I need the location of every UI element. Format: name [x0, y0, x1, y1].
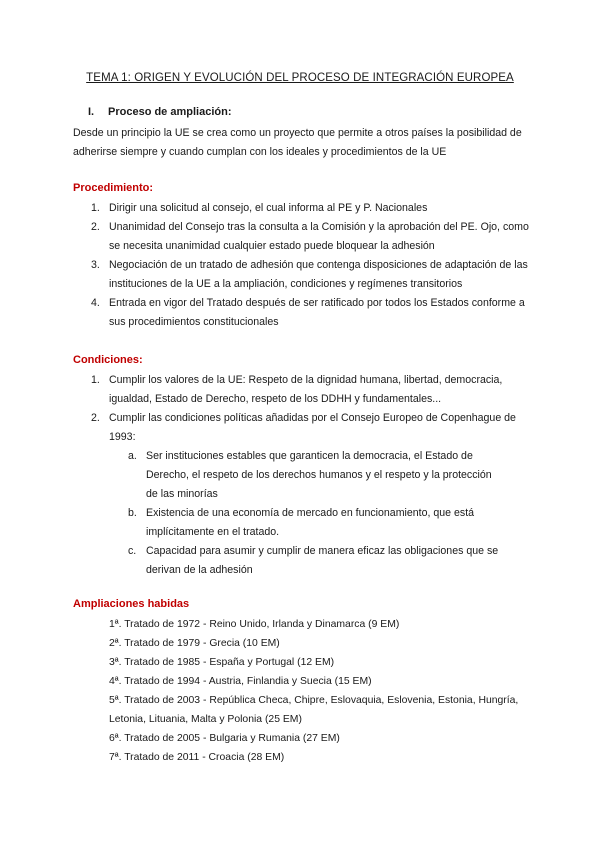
section-heading-text: Proceso de ampliación:	[108, 106, 232, 118]
ampliaciones-list	[109, 615, 529, 767]
list-marker: 2.	[91, 221, 100, 233]
sublist-marker: b.	[128, 507, 137, 519]
ampliacion-item: 2ª. Tratado de 1979 - Grecia (10 EM)	[109, 638, 280, 649]
list-item	[91, 409, 529, 447]
sublist-item-text: Capacidad para asumir y cumplir de manera eficaz las obligaciones que se derivan de la adhesión	[146, 545, 499, 576]
list-item	[91, 199, 529, 218]
ampliacion-item: 1ª. Tratado de 1972 - Reino Unido, Irlanda y Dinamarca (9 EM)	[109, 619, 400, 630]
list-item	[91, 294, 529, 332]
section-intro-paragraph: Desde un principio la UE se crea como un proyecto que permite a otros países la posibilidad de adherirse siempre y cuando cumplan con los ideales y procedimientos de la UE	[73, 127, 522, 158]
procedimiento-list	[91, 199, 529, 332]
list-marker: 1.	[91, 202, 100, 214]
sublist-item	[128, 542, 506, 580]
ampliaciones-heading: Ampliaciones habidas	[73, 598, 190, 610]
ampliacion-item: 3ª. Tratado de 1985 - España y Portugal (12 EM)	[109, 657, 335, 668]
list-marker: 1.	[91, 374, 100, 386]
procedimiento-heading: Procedimiento:	[73, 182, 154, 194]
list-item-text: Entrada en vigor del Tratado después de ser ratificado por todos los Estados conforme a sus procedimientos constitucionales	[109, 297, 525, 328]
sublist-item	[128, 447, 506, 504]
list-item-text: Cumplir las condiciones políticas añadidas por el Consejo Europeo de Copenhague de 1993:	[109, 412, 516, 443]
list-item-text: Cumplir los valores de la UE: Respeto de la dignidad humana, libertad, democracia, igualdad, Estado de Derecho, respeto de los DDHH y fundamentales...	[109, 374, 503, 405]
condiciones-sublist	[128, 447, 506, 580]
list-marker: 2.	[91, 412, 100, 424]
list-item	[91, 371, 529, 409]
section-number: I.	[88, 106, 95, 118]
sublist-marker: c.	[128, 545, 137, 557]
sublist-item-text: Existencia de una economía de mercado en funcionamiento, que está implícitamente en el tratado.	[146, 507, 475, 538]
list-marker: 3.	[91, 259, 100, 271]
condiciones-list	[91, 371, 529, 447]
ampliacion-item: 4ª. Tratado de 1994 - Austria, Finlandia y Suecia (15 EM)	[109, 676, 372, 687]
ampliacion-item: 7ª. Tratado de 2011 - Croacia (28 EM)	[109, 752, 285, 763]
ampliacion-item: 6ª. Tratado de 2005 - Bulgaria y Rumania (27 EM)	[109, 733, 340, 744]
document-title: TEMA 1: ORIGEN Y EVOLUCIÓN DEL PROCESO DE INTEGRACIÓN EUROPEA	[86, 72, 514, 84]
list-item-text: Negociación de un tratado de adhesión que contenga disposiciones de adaptación de las instituciones de la UE a la ampliación, condiciones y regímenes transitorios	[109, 259, 528, 290]
sublist-item	[128, 504, 506, 542]
list-item-text: Unanimidad del Consejo tras la consulta a la Comisión y la aprobación del PE. Ojo, como se necesita unanimidad cualquier estado puede bloquear la adhesión	[109, 221, 529, 252]
list-item-text: Dirigir una solicitud al consejo, el cual informa al PE y P. Nacionales	[109, 202, 428, 214]
condiciones-heading: Condiciones:	[73, 354, 143, 366]
list-item	[91, 218, 529, 256]
list-marker: 4.	[91, 297, 100, 309]
section-heading	[88, 106, 231, 118]
sublist-marker: a.	[128, 450, 137, 462]
list-item	[91, 256, 529, 294]
ampliacion-item: 5ª. Tratado de 2003 - República Checa, Chipre, Eslovaquia, Eslovenia, Estonia, Hungría, Letonia, Lituania, Malta y Polonia (25 EM)	[109, 695, 519, 725]
sublist-item-text: Ser instituciones estables que garanticen la democracia, el Estado de Derecho, el respeto de los derechos humanos y el respeto y la protección de las minorías	[146, 450, 492, 500]
